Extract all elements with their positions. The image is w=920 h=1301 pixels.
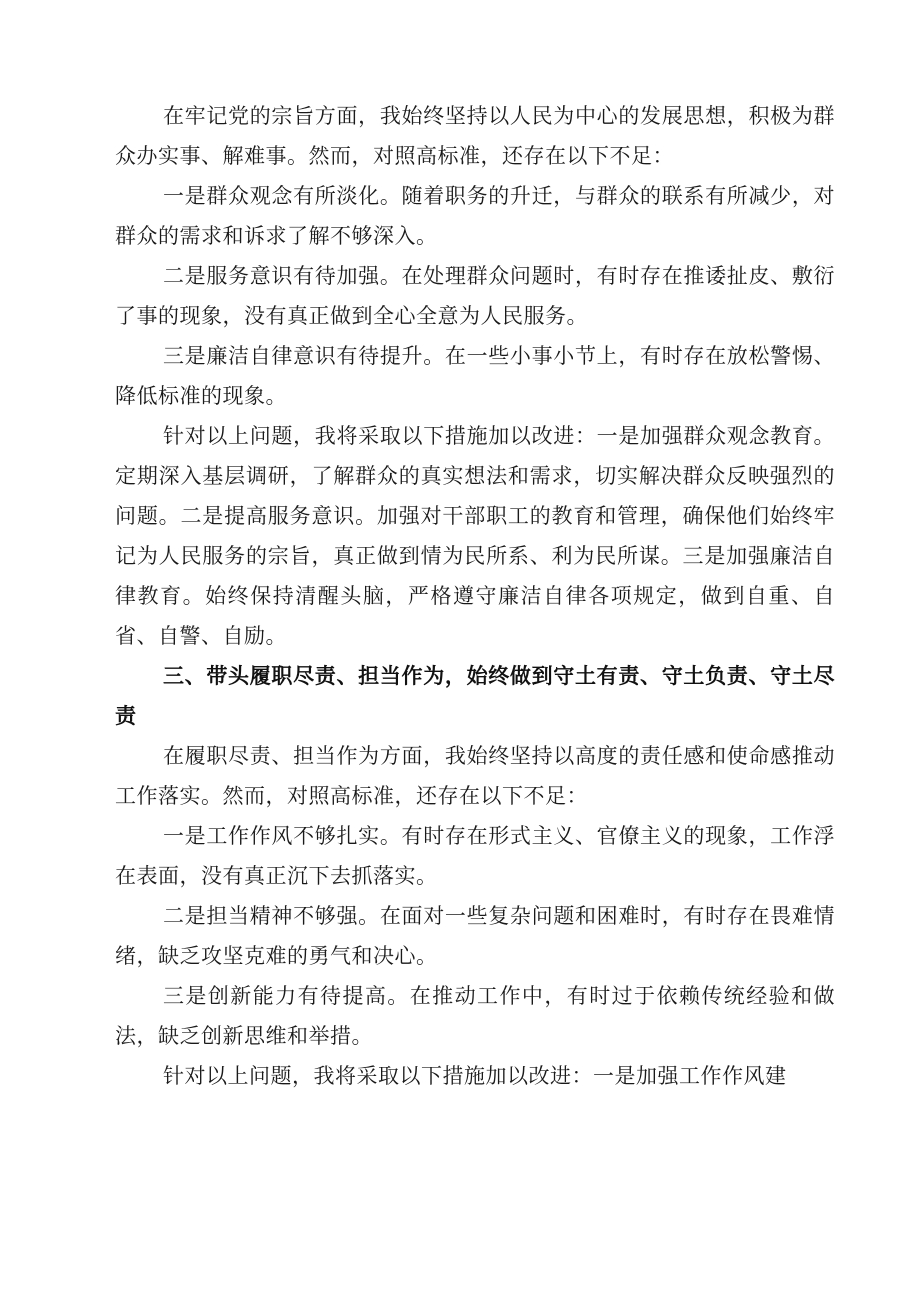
paragraph-duty-shortcoming-3: 三是创新能力有待提高。在推动工作中，有时过于依赖传统经验和做法，缺乏创新思维和举措。: [115, 984, 835, 1048]
paragraph-improvement-measures: 针对以上问题，我将采取以下措施加以改进：一是加强群众观念教育。定期深入基层调研，了解群众的真实想法和需求，切实解决群众反映强烈的问题。二是提高服务意识。加强对干部职工的教育和管理，确保他们始终牢记为人民服务的宗旨，真正做到情为民所系、利为民所谋。三是加强廉洁自律教育。始终保持清醒头脑，严格遵守廉洁自律各项规定，做到自重、自省、自警、自励。: [115, 424, 835, 648]
paragraph-shortcoming-3: 三是廉洁自律意识有待提升。在一些小事小节上，有时存在放松警惕、降低标准的现象。: [115, 344, 835, 408]
paragraph-duty-measures: 针对以上问题，我将采取以下措施加以改进：一是加强工作作风建: [163, 1064, 787, 1088]
paragraph-mass-purpose-intro: 在牢记党的宗旨方面，我始终坚持以人民为中心的发展思想，积极为群众办实事、解难事。然而，对照高标准，还存在以下不足：: [115, 104, 835, 168]
document-body: [115, 96, 835, 1096]
paragraph-shortcoming-2: 二是服务意识有待加强。在处理群众问题时，有时存在推诿扯皮、敷衍了事的现象，没有真正做到全心全意为人民服务。: [115, 264, 835, 328]
paragraph-duty-intro: 在履职尽责、担当作为方面，我始终坚持以高度的责任感和使命感推动工作落实。然而，对照高标准，还存在以下不足：: [115, 744, 835, 808]
paragraph-shortcoming-1: 一是群众观念有所淡化。随着职务的升迁，与群众的联系有所减少，对群众的需求和诉求了解不够深入。: [115, 184, 835, 248]
paragraph-duty-shortcoming-2: 二是担当精神不够强。在面对一些复杂问题和困难时，有时存在畏难情绪，缺乏攻坚克难的勇气和决心。: [115, 904, 835, 968]
paragraph-duty-shortcoming-1: 一是工作作风不够扎实。有时存在形式主义、官僚主义的现象，工作浮在表面，没有真正沉下去抓落实。: [115, 824, 835, 888]
section-heading-three: 三、带头履职尽责、担当作为，始终做到守土有责、守土负责、守土尽责: [115, 664, 835, 728]
